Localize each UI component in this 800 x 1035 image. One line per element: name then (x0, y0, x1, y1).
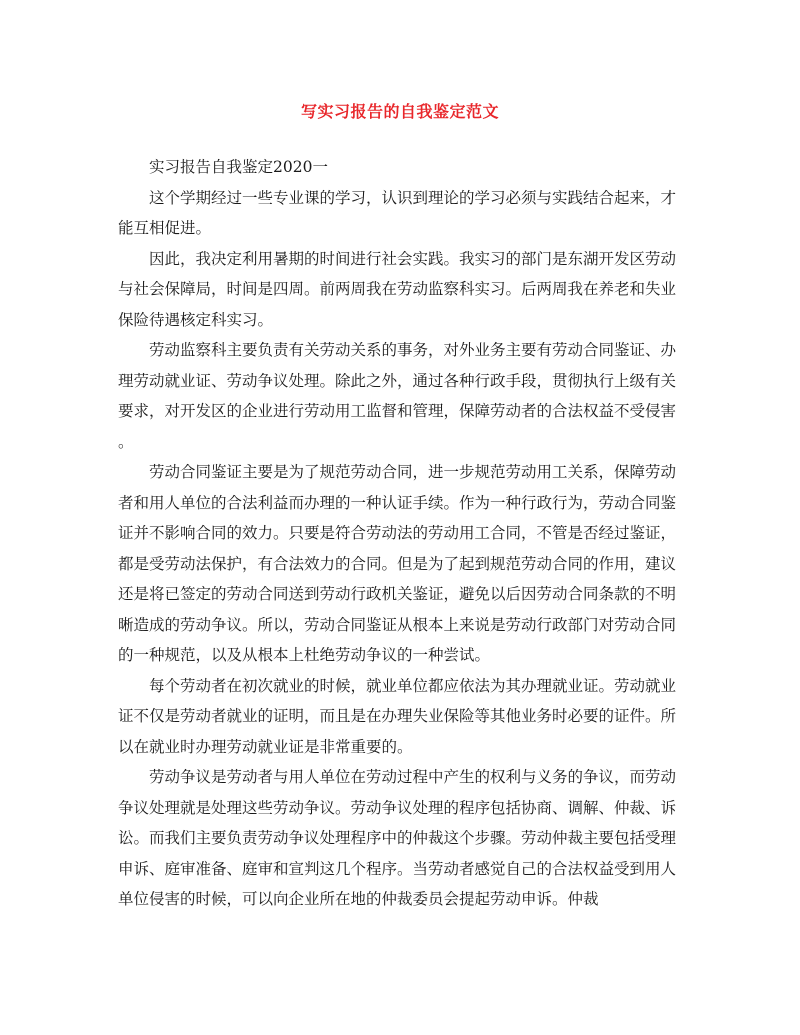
body-paragraph: 因此，我决定利用暑期的时间进行社会实践。我实习的部门是东湖开发区劳动与社会保障局，时间是四周。前两周我在劳动监察科实习。后两周我在养老和失业保险待遇核定科实习。 (118, 249, 677, 329)
body-paragraph: 每个劳动者在初次就业的时候，就业单位都应依法为其办理就业证。劳动就业证不仅是劳动者就业的证明，而且是在办理失业保险等其他业务时必要的证件。所以在就业时办理劳动就业证是非常重要的。 (118, 676, 677, 756)
body-paragraph: 劳动监察科主要负责有关劳动关系的事务，对外业务主要有劳动合同鉴证、办理劳动就业证、劳动争议处理。除此之外，通过各种行政手段，贯彻执行上级有关要求，对开发区的企业进行劳动用工监督和管理，保障劳动者的合法权益不受侵害。 (118, 341, 677, 451)
document-body (118, 152, 676, 915)
body-paragraph: 劳动合同鉴证主要是为了规范劳动合同，进一步规范劳动用工关系，保障劳动者和用人单位的合法利益而办理的一种认证手续。作为一种行政行为，劳动合同鉴证并不影响合同的效力。只要是符合劳动法的劳动用工合同，不管是否经过鉴证，都是受劳动法保护，有合法效力的合同。但是为了起到规范劳动合同的作用，建议还是将已签定的劳动合同送到劳动行政机关鉴证，避免以后因劳动合同条款的不明晰造成的劳动争议。所以，劳动合同鉴证从根本上来说是劳动行政部门对劳动合同的一种规范，以及从根本上杜绝劳动争议的一种尝试。 (118, 463, 677, 664)
body-paragraph: 劳动争议是劳动者与用人单位在劳动过程中产生的权利与义务的争议，而劳动争议处理就是处理这些劳动争议。劳动争议处理的程序包括协商、调解、仲裁、诉讼。而我们主要负责劳动争议处理程序中的仲裁这个步骤。劳动仲裁主要包括受理申诉、庭审准备、庭审和宣判这几个程序。当劳动者感觉自己的合法权益受到用人单位侵害的时候，可以向企业所在地的仲裁委员会提起劳动申诉。仲裁 (118, 768, 677, 908)
document-title: 写实习报告的自我鉴定范文 (300, 102, 499, 121)
body-paragraph: 这个学期经过一些专业课的学习，认识到理论的学习必须与实践结合起来，才能互相促进。 (118, 188, 677, 237)
document-subtitle: 实习报告自我鉴定2020一 (149, 158, 328, 176)
